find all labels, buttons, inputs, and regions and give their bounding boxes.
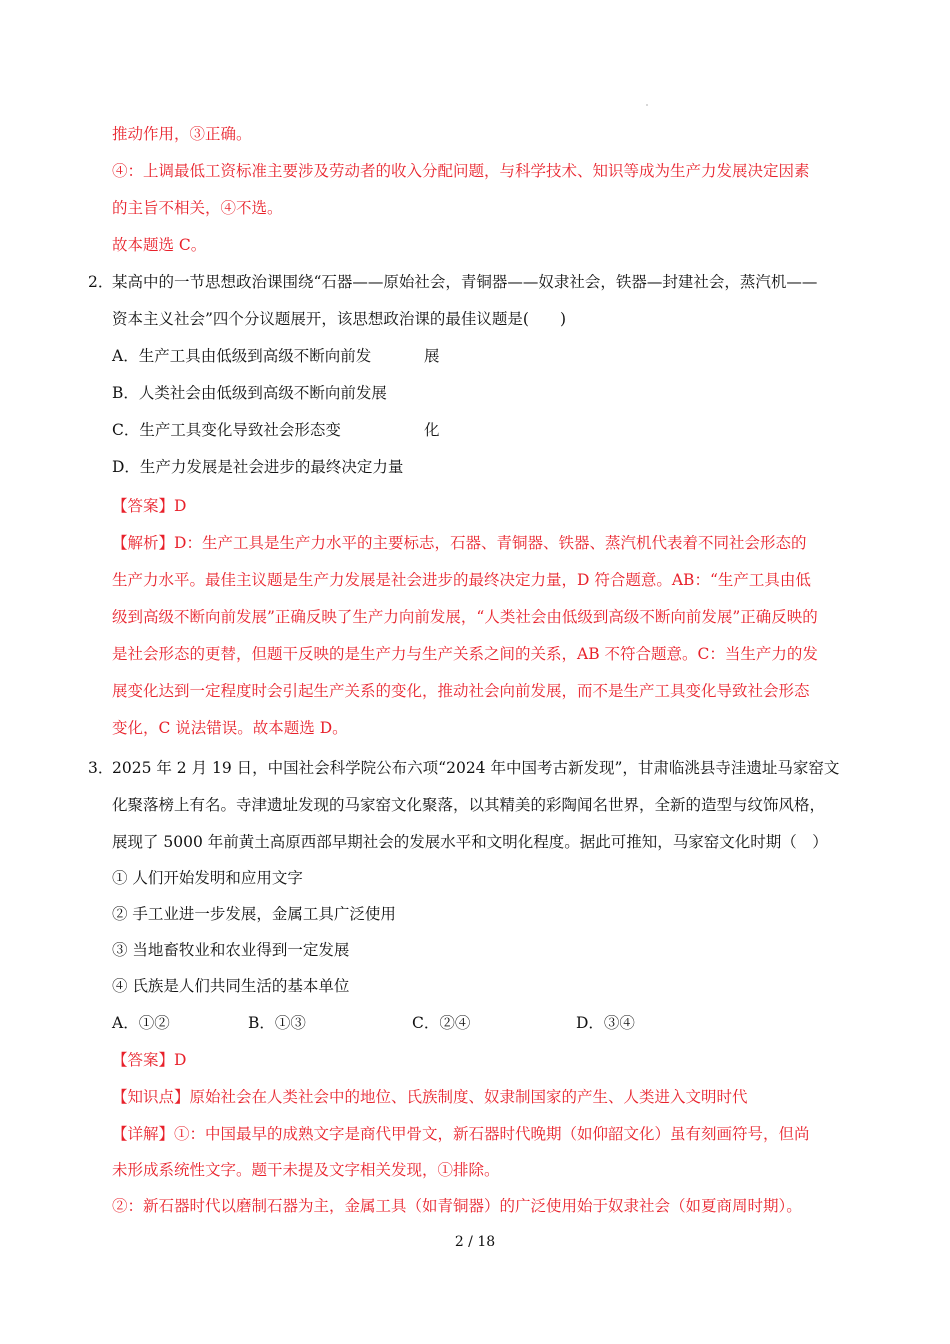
- analysis-line: 生产力水平。最佳主议题是生产力发展是社会进步的最终决定力量，D 符合题意。AB：“生产工具由低: [112, 571, 811, 589]
- question-stem: 资本主义社会”四个分议题展开，该思想政治课的最佳议题是( ): [112, 310, 567, 328]
- detail-line: [112, 1124, 810, 1144]
- option-b: B．人类社会由低级到高级不断向前发展: [112, 384, 387, 402]
- text-line: 推动作用，③正确。: [112, 125, 252, 143]
- scan-speck: [646, 104, 648, 106]
- analysis-line: 是社会形态的更替，但题干反映的是生产力与生产关系之间的关系，AB 不符合题意。C：当生产力的发: [112, 645, 818, 663]
- analysis-line: 展变化达到一定程度时会引起生产关系的变化，推动社会向前发展，而不是生产工具变化导致社会形态: [112, 682, 810, 700]
- option-a: A．生产工具由低级到高级不断向前发: [112, 347, 372, 365]
- page-number: 2 / 18: [454, 1234, 496, 1250]
- answer-value: D: [174, 1051, 187, 1069]
- option-c-tail: 化: [424, 421, 440, 439]
- text-line: ④：上调最低工资标准主要涉及劳动者的收入分配问题，与科学技术、知识等成为生产力发展决定因素: [112, 162, 810, 180]
- question-number: 2．: [88, 273, 114, 291]
- answer-line: [112, 1050, 186, 1070]
- answer-label: 【答案】: [112, 497, 175, 515]
- question-stem: 展现了 5000 年前黄土高原西部早期社会的发展水平和文明化程度。据此可推知，马家窑文化时期（ ）: [112, 833, 828, 851]
- option-d: D．生产力发展是社会进步的最终决定力量: [112, 458, 404, 476]
- question-stem: 2025 年 2 月 19 日，中国社会科学院公布六项“2024 年中国考古新发现”，甘肃临洮县寺洼遗址马家窑文: [112, 759, 840, 777]
- statement-item: ④ 氏族是人们共同生活的基本单位: [112, 977, 350, 995]
- option-a: A．①②: [112, 1014, 170, 1032]
- analysis-label: 【解析】: [112, 534, 175, 552]
- analysis-line: [112, 533, 806, 553]
- analysis-line: 变化，C 说法错误。故本题选 D。: [112, 719, 348, 737]
- option-a-tail: 展: [424, 347, 440, 365]
- statement-item: ③ 当地畜牧业和农业得到一定发展: [112, 941, 350, 959]
- question-number: 3．: [88, 759, 114, 777]
- text-line: 故本题选 C。: [112, 236, 207, 254]
- knowledge-label: 【知识点】: [112, 1088, 190, 1106]
- option-c: C．②④: [412, 1014, 471, 1032]
- detail-text: ①：中国最早的成熟文字是商代甲骨文，新石器时代晚期（如仰韶文化）虽有刻画符号，但尚: [174, 1125, 810, 1143]
- knowledge-text: 原始社会在人类社会中的地位、氏族制度、奴隶制国家的产生、人类进入文明时代: [189, 1088, 748, 1106]
- question-stem: 化聚落榜上有名。寺津遗址发现的马家窑文化聚落，以其精美的彩陶闻名世界，全新的造型与纹饰风格，: [112, 796, 826, 814]
- option-c: C．生产工具变化导致社会形态变: [112, 421, 341, 439]
- answer-value: D: [174, 497, 187, 515]
- analysis-line: 级到高级不断向前发展”正确反映了生产力向前发展，“人类社会由低级到高级不断向前发展”正确反映的: [112, 608, 818, 626]
- detail-label: 【详解】: [112, 1125, 175, 1143]
- answer-label: 【答案】: [112, 1051, 175, 1069]
- statement-item: ② 手工业进一步发展，金属工具广泛使用: [112, 905, 396, 923]
- question-stem: 某高中的一节思想政治课围绕“石器——原始社会，青铜器——奴隶社会，铁器—封建社会，蒸汽机——: [112, 273, 818, 291]
- answer-line: [112, 496, 186, 516]
- statement-item: ① 人们开始发明和应用文字: [112, 869, 303, 887]
- option-b: B．①③: [248, 1014, 306, 1032]
- text-line: 的主旨不相关，④不选。: [112, 199, 283, 217]
- analysis-text: D：生产工具是生产力水平的主要标志，石器、青铜器、铁器、蒸汽机代表着不同社会形态的: [174, 534, 807, 552]
- detail-line: ②：新石器时代以磨制石器为主，金属工具（如青铜器）的广泛使用始于奴隶社会（如夏商周时期）。: [112, 1197, 802, 1215]
- knowledge-line: [112, 1087, 748, 1107]
- detail-line: 未形成系统性文字。题干未提及文字相关发现，①排除。: [112, 1161, 500, 1179]
- option-d: D．③④: [576, 1014, 635, 1032]
